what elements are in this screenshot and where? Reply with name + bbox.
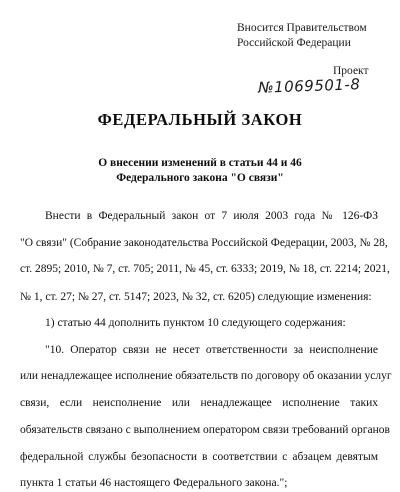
- paragraph-line: "10. Оператор связи не несет ответственности за неисполнение: [45, 344, 378, 356]
- subtitle-line: О внесении изменений в статьи 44 и 46: [98, 157, 302, 169]
- draft-label: Проект: [333, 65, 369, 77]
- paragraph-line: обязательств связано с выполнением оператором связи требований органов: [20, 423, 390, 436]
- paragraph-line: Внести в Федеральный закон от 7 июля 2003 года № 126-ФЗ: [45, 210, 378, 222]
- introduced-by-line: Вносится Правительством: [237, 22, 367, 34]
- paragraph-line: пункта 1 статьи 46 настоящего Федерального закона.";: [20, 477, 288, 489]
- paragraph-line: "О связи" (Собрание законодательства Российской Федерации, 2003, № 28,: [20, 237, 388, 250]
- introduced-by-block: [237, 21, 367, 51]
- introduced-by-line: Российской Федерации: [237, 37, 351, 49]
- handwritten-registration-number: №1069501-8: [257, 75, 361, 97]
- paragraph-line: связи, если неисполнение или ненадлежащее исполнение таких: [20, 397, 378, 410]
- subtitle-line: Федерального закона "О связи": [116, 172, 284, 184]
- paragraph-line: ст. 2895; 2010, № 7, ст. 705; 2011, № 45, ст. 6333; 2019, № 18, ст. 2214; 2021,: [20, 263, 390, 276]
- paragraph-line: № 1, ст. 27; № 27, ст. 5147; 2023, № 32, ст. 6205) следующие изменения:: [20, 290, 372, 303]
- paragraph-line: 1) статью 44 дополнить пунктом 10 следующего содержания:: [45, 316, 346, 329]
- paragraph-line: или ненадлежащее исполнение обязательств по договору об оказании услуг: [20, 370, 392, 383]
- paragraph-line: федеральной службы безопасности в соответствии с абзацем девятым: [20, 450, 378, 463]
- document-subtitle: [0, 156, 400, 186]
- document-title: ФЕДЕРАЛЬНЫЙ ЗАКОН: [97, 110, 303, 129]
